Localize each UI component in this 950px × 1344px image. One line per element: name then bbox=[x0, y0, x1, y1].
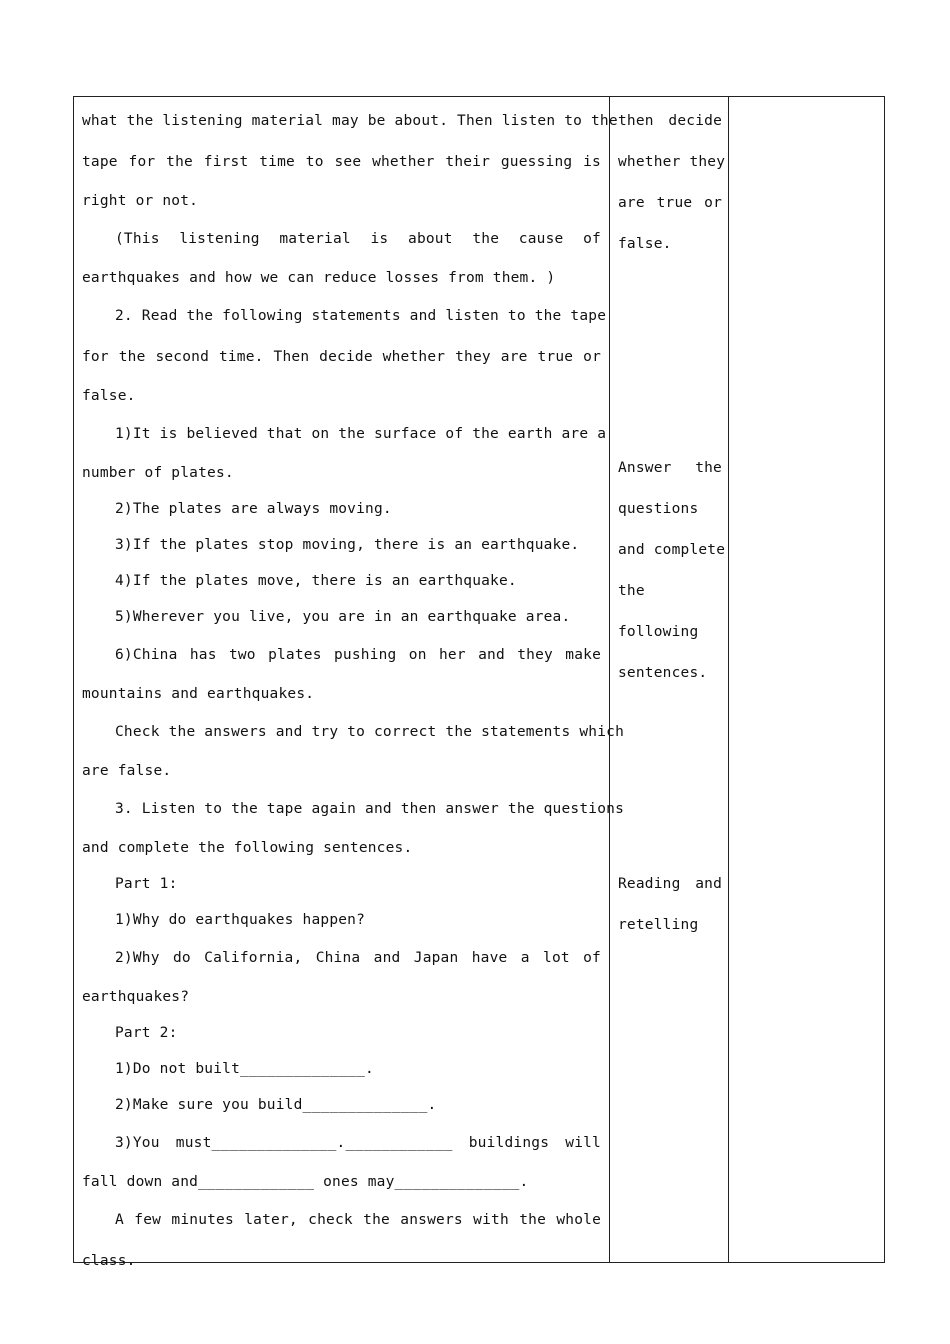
text-line: mountains and earthquakes. bbox=[82, 686, 315, 702]
activity-line: Reading and bbox=[618, 876, 722, 892]
activity-line: then decide bbox=[618, 113, 722, 129]
activity-line: Answer the bbox=[618, 460, 722, 476]
text-line: earthquakes and how we can reduce losses from them. ) bbox=[82, 270, 556, 286]
text-line: what the listening material may be about. Then listen to the bbox=[82, 113, 618, 129]
text-line: 5)Wherever you live, you are in an earthquake area. bbox=[115, 609, 571, 625]
activity-line: and complete bbox=[618, 542, 726, 558]
text-line: Check the answers and try to correct the statements which bbox=[115, 724, 624, 740]
text-line: A few minutes later, check the answers with the whole bbox=[115, 1212, 601, 1228]
text-line: false. bbox=[82, 388, 136, 404]
text-line: 3)You must______________.____________ buildings will bbox=[115, 1135, 601, 1151]
text-line: for the second time. Then decide whether they are true or bbox=[82, 349, 601, 365]
activity-line: whether they bbox=[618, 154, 726, 170]
lesson-table bbox=[73, 96, 885, 1269]
activity-line: false. bbox=[618, 236, 672, 252]
teaching-procedure-column bbox=[74, 97, 624, 1269]
text-line: fall down and_____________ ones may______________. bbox=[82, 1174, 529, 1190]
text-line: earthquakes? bbox=[82, 989, 190, 1005]
activity-block-reading bbox=[618, 864, 722, 946]
activity-line: are true or bbox=[618, 195, 722, 211]
activity-line: retelling bbox=[618, 917, 699, 933]
activity-line: sentences. bbox=[618, 665, 708, 681]
student-activity-column bbox=[610, 97, 729, 1262]
activity-block-answer bbox=[618, 448, 726, 694]
text-line: are false. bbox=[82, 763, 172, 779]
text-line: 4)If the plates move, there is an earthquake. bbox=[115, 573, 517, 589]
text-line: 3. Listen to the tape again and then answer the questions bbox=[115, 801, 624, 817]
text-line: number of plates. bbox=[82, 465, 234, 481]
text-line: 2)The plates are always moving. bbox=[115, 501, 392, 517]
text-line: 3)If the plates stop moving, there is an earthquake. bbox=[115, 537, 580, 553]
text-line: 6)China has two plates pushing on her and they make bbox=[115, 647, 601, 663]
activity-block-true-false bbox=[618, 101, 726, 265]
activity-line: following bbox=[618, 624, 699, 640]
text-line: tape for the first time to see whether their guessing is bbox=[82, 154, 601, 170]
text-line: 1)Do not built______________. bbox=[115, 1061, 374, 1077]
text-line: class. bbox=[82, 1253, 136, 1269]
activity-line: the bbox=[618, 583, 645, 599]
text-line: Part 2: bbox=[115, 1025, 178, 1041]
text-line: 2)Why do California, China and Japan have a lot of bbox=[115, 950, 601, 966]
text-line: 2)Make sure you build______________. bbox=[115, 1097, 437, 1113]
text-line: (This listening material is about the cause of bbox=[115, 231, 601, 247]
text-line: right or not. bbox=[82, 193, 199, 209]
notes-column bbox=[729, 97, 884, 1262]
activity-line: questions bbox=[618, 501, 699, 517]
text-line: Part 1: bbox=[115, 876, 178, 892]
text-line: 1)Why do earthquakes happen? bbox=[115, 912, 366, 928]
text-line: and complete the following sentences. bbox=[82, 840, 413, 856]
text-line: 2. Read the following statements and listen to the tape bbox=[115, 308, 607, 324]
text-line: 1)It is believed that on the surface of the earth are a bbox=[115, 426, 607, 442]
